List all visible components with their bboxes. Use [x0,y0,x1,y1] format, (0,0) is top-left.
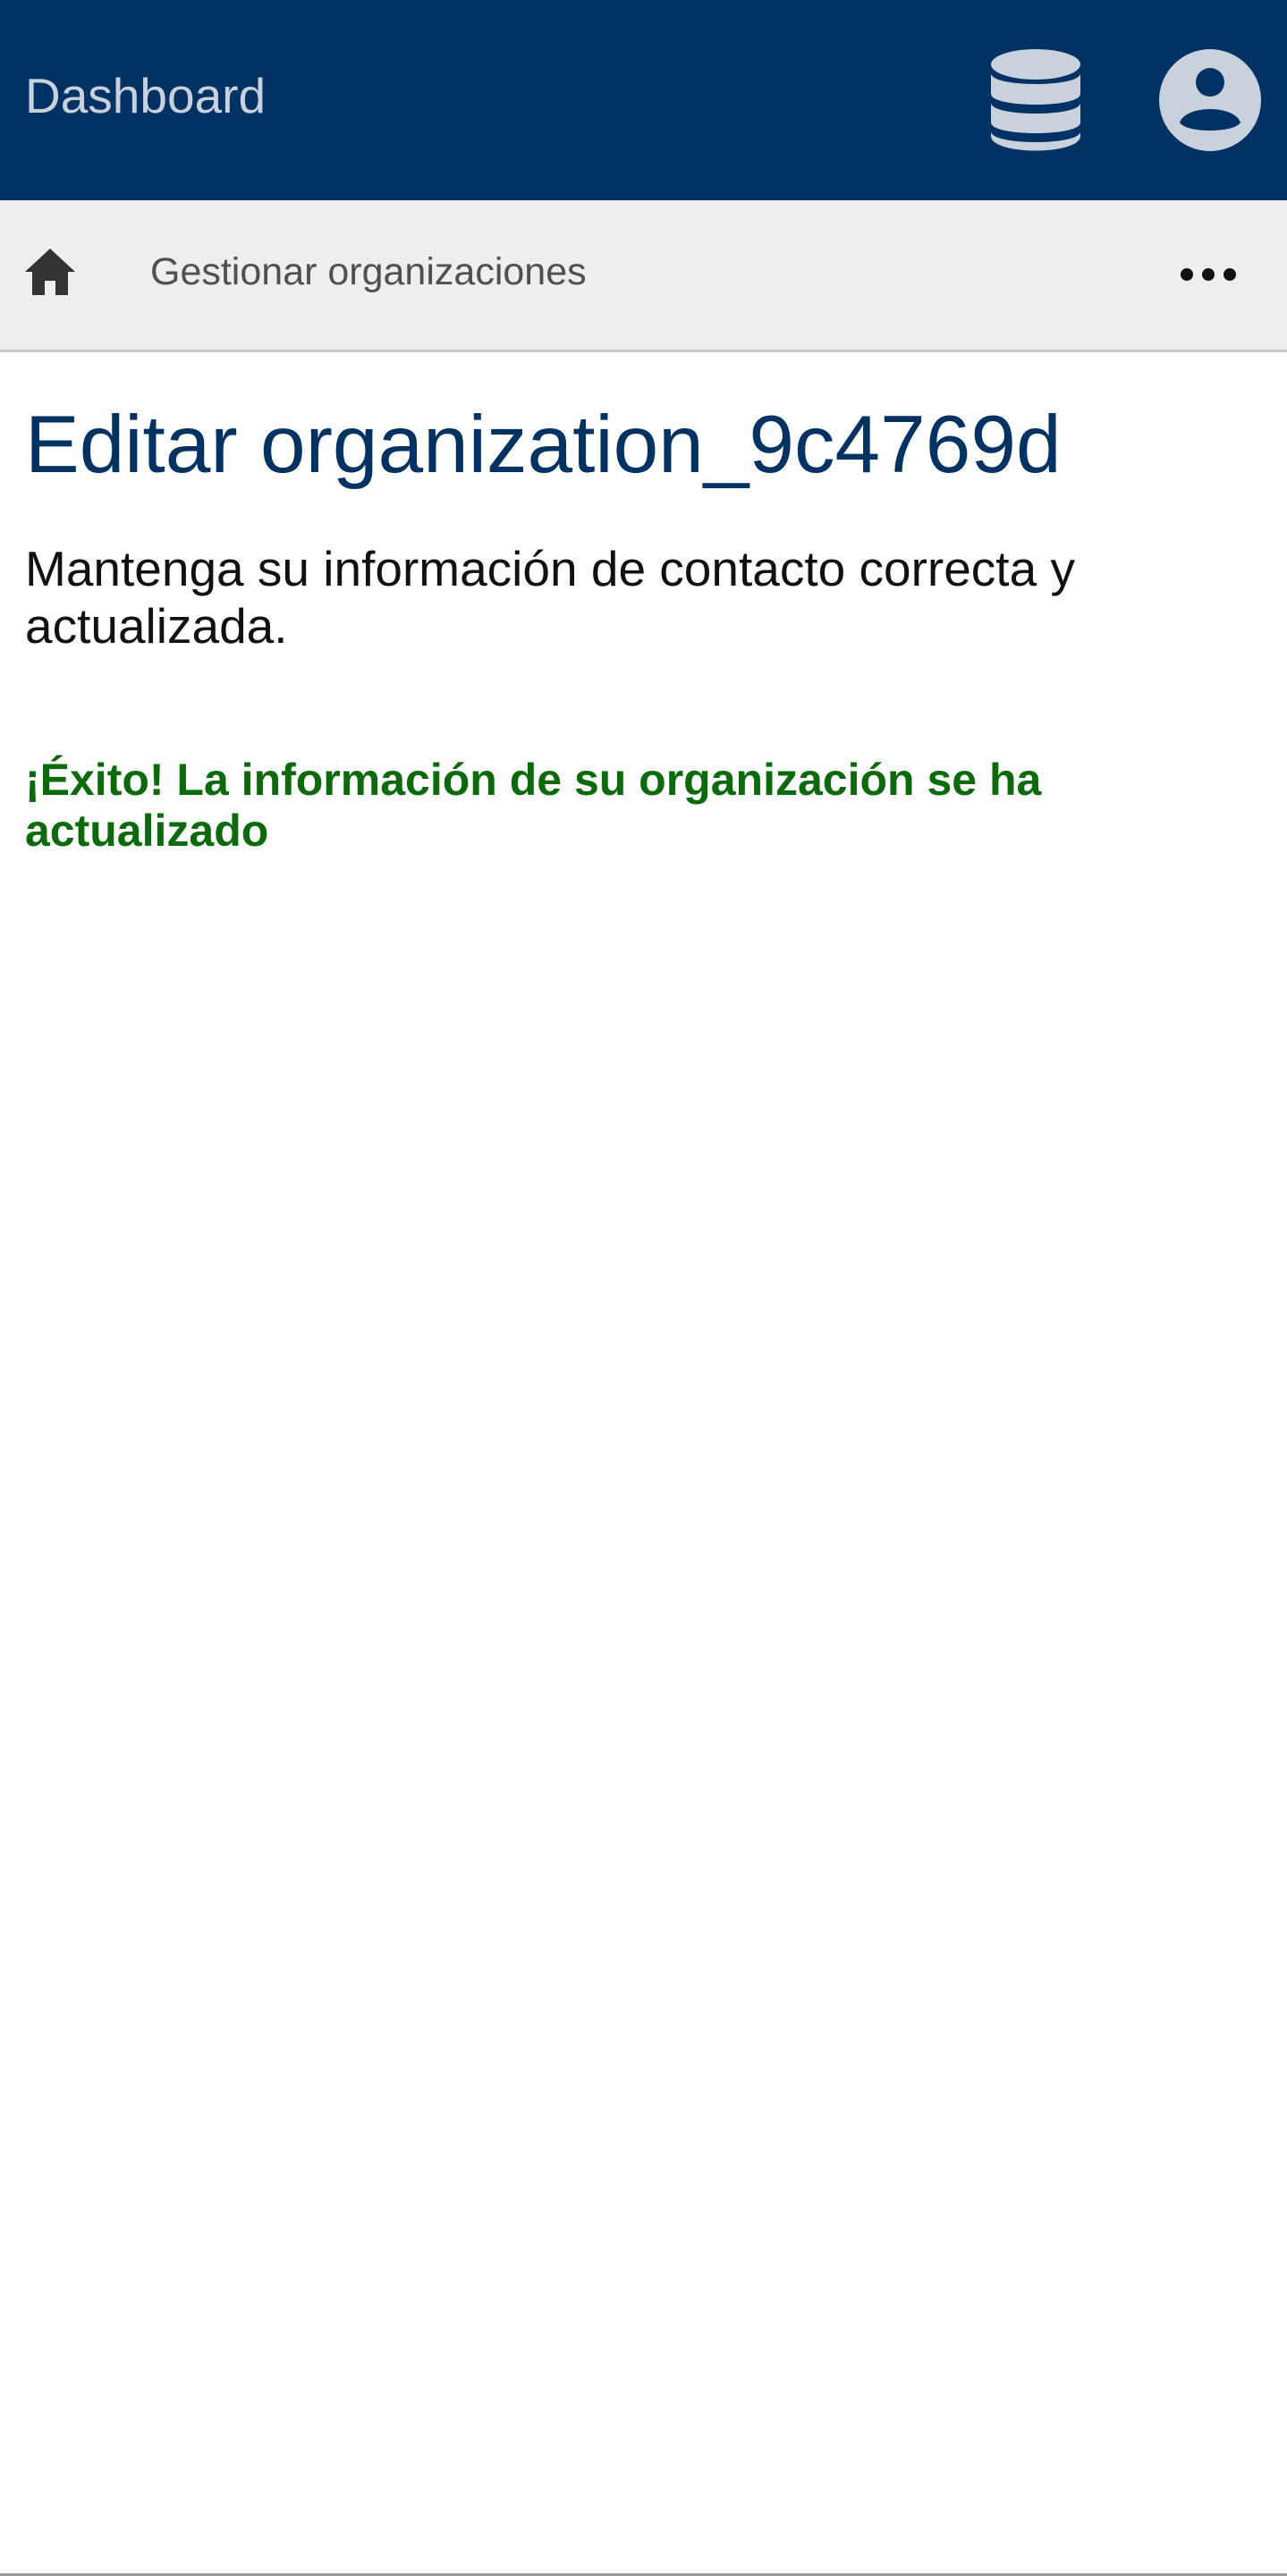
dashboard-link[interactable]: Dashboard [25,68,267,123]
success-message: ¡Éxito! La información de su organización se ha actualizado [25,755,1042,856]
breadcrumb [0,200,1287,352]
user-account-icon[interactable] [1159,49,1261,151]
top-navigation-bar [0,0,1287,200]
more-options-icon[interactable] [1179,252,1238,297]
page-title: Editar organization_9c4769d [25,400,1062,490]
breadcrumb-current[interactable]: Gestionar organizaciones [150,250,587,293]
page-subtitle: Mantenga su información de contacto correcta y actualizada. [25,541,1075,654]
home-icon[interactable] [23,245,77,299]
database-icon[interactable] [991,49,1080,151]
